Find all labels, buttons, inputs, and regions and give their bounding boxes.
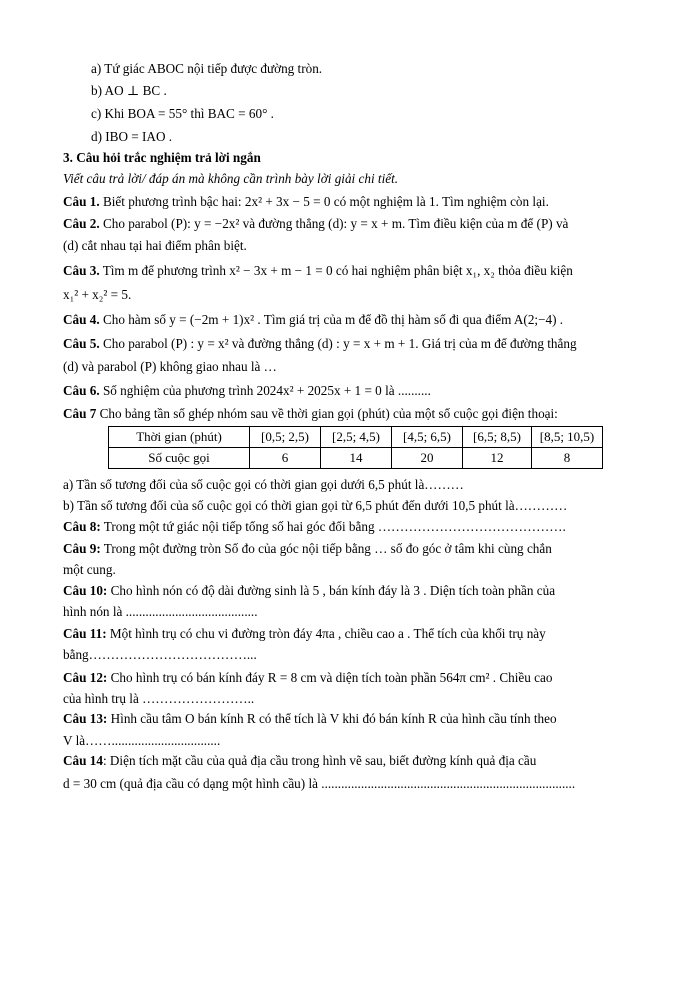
- question-7a: a) Tần số tương đối của số cuộc gọi có thời gian gọi dưới 6,5 phút là………: [63, 477, 464, 492]
- table-row: [109, 427, 603, 448]
- question-text: Trong một đường tròn Số đo của góc nội tiếp bằng … số đo góc ở tâm khi cùng chắn: [100, 541, 552, 556]
- question-3: [63, 262, 645, 279]
- question-label: Câu 8:: [63, 519, 101, 534]
- question-label: Câu 3.: [63, 263, 100, 278]
- question-1: [63, 193, 645, 210]
- question-label: Câu 7: [63, 406, 97, 421]
- question-3-cont: x₁² + x₂² = 5.: [63, 287, 132, 302]
- question-text: Cho parabol (P) : y = x² và đường thẳng (d) : y = x + m + 1. Giá trị của m để đường thẳng: [99, 336, 577, 351]
- question-label: Câu 11:: [63, 626, 107, 641]
- question-text: Số nghiệm của phương trình 2024x² + 2025x + 1 = 0 là ..........: [99, 383, 431, 398]
- question-text: Trong một tứ giác nội tiếp tổng số hai góc đối bằng …………………………………….: [100, 519, 566, 534]
- table-cell: 20: [392, 448, 463, 469]
- question-label: Câu 12:: [63, 670, 108, 685]
- question-13: [63, 710, 645, 727]
- question-label: Câu 1.: [63, 194, 100, 209]
- question-7b: b) Tần số tương đối của số cuộc gọi có thời gian gọi từ 6,5 phút đến dưới 10,5 phút là…………: [63, 498, 568, 513]
- question-text: Cho parabol (P): y = −2x² và đường thẳng (d): y = x + m. Tìm điều kiện của m để (P) và: [99, 216, 569, 231]
- question-text: Cho bảng tần số ghép nhóm sau về thời gian gọi (phút) của một số cuộc gọi điện thoại:: [96, 406, 558, 421]
- question-2: [63, 215, 645, 232]
- question-text: Cho hàm số y = (−2m + 1)x² . Tìm giá trị của m để đồ thị hàm số đi qua điểm A(2;−4) .: [99, 312, 564, 327]
- question-11: [63, 625, 645, 642]
- section-note: Viết câu trả lời/ đáp án mà không cần trình bày lời giải chi tiết.: [63, 171, 399, 186]
- table-row-header: Thời gian (phút): [109, 427, 250, 448]
- question-5: [63, 335, 645, 352]
- question-text: Cho hình trụ có bán kính đáy R = 8 cm và diện tích toàn phần 564π cm² . Chiều cao: [107, 670, 553, 685]
- question-label: Câu 13:: [63, 711, 108, 726]
- table-cell: 14: [321, 448, 392, 469]
- question-14-cont: d = 30 cm (quả địa cầu có dạng một hình cầu) là .............................................................................: [63, 776, 576, 791]
- table-cell: [8,5; 10,5): [532, 427, 603, 448]
- question-label: Câu 10:: [63, 583, 108, 598]
- table-row: [109, 448, 603, 469]
- question-10-cont: hình nón là ........................................: [63, 604, 258, 619]
- question-6: [63, 382, 645, 399]
- question-text: Biết phương trình bậc hai: 2x² + 3x − 5 = 0 có một nghiệm là 1. Tìm nghiệm còn lại.: [99, 194, 549, 209]
- table-cell: [6,5; 8,5): [463, 427, 532, 448]
- question-10: [63, 582, 645, 599]
- table-row-header: Số cuộc gọi: [109, 448, 250, 469]
- question-label: Câu 14: [63, 753, 103, 768]
- item-a: a) Tứ giác ABOC nội tiếp được đường tròn.: [91, 61, 323, 76]
- question-12-cont: của hình trụ là ……………………..: [63, 691, 255, 706]
- question-label: Câu 5.: [63, 336, 100, 351]
- question-2-cont: (d) cắt nhau tại hai điểm phân biệt.: [63, 238, 247, 253]
- question-label: Câu 2.: [63, 216, 100, 231]
- question-11-cont: bằng………………………………...: [63, 647, 257, 662]
- question-9: [63, 540, 645, 557]
- question-text: Cho hình nón có độ dài đường sinh là 5 , bán kính đáy là 3 . Diện tích toàn phần của: [107, 583, 556, 598]
- question-12: [63, 669, 645, 686]
- question-7: [63, 405, 645, 422]
- table-cell: 6: [250, 448, 321, 469]
- question-label: Câu 4.: [63, 312, 100, 327]
- question-text: Tìm m để phương trình x² − 3x + m − 1 = 0 có hai nghiệm phân biệt x₁, x₂ thỏa điều kiện: [99, 263, 573, 278]
- question-label: Câu 9:: [63, 541, 101, 556]
- question-13-cont: V là…….................................: [63, 733, 221, 748]
- question-14: [63, 752, 645, 769]
- question-5-cont: (d) và parabol (P) không giao nhau là …: [63, 359, 277, 374]
- question-4: [63, 311, 645, 328]
- item-c: c) Khi BOA = 55° thì BAC = 60° .: [91, 106, 274, 121]
- question-label: Câu 6.: [63, 383, 100, 398]
- table-cell: [2,5; 4,5): [321, 427, 392, 448]
- item-d: d) IBO = IAO .: [91, 129, 173, 144]
- table-cell: 8: [532, 448, 603, 469]
- table-cell: 12: [463, 448, 532, 469]
- table-cell: [0,5; 2,5): [250, 427, 321, 448]
- section-title: 3. Câu hỏi trắc nghiệm trả lời ngắn: [63, 150, 261, 165]
- frequency-table: [108, 426, 603, 469]
- question-9-cont: một cung.: [63, 562, 116, 577]
- table-cell: [4,5; 6,5): [392, 427, 463, 448]
- question-text: Hình cầu tâm O bán kính R có thể tích là V khi đó bán kính R của hình cầu tính theo: [107, 711, 557, 726]
- item-b: b) AO ⊥ BC .: [91, 83, 167, 98]
- question-text: : Diện tích mặt cầu của quả địa cầu trong hình vẽ sau, biết đường kính quả địa cầu: [102, 753, 537, 768]
- question-8: [63, 518, 645, 535]
- question-text: Một hình trụ có chu vi đường tròn đáy 4πa , chiều cao a . Thể tích của khối trụ này: [106, 626, 546, 641]
